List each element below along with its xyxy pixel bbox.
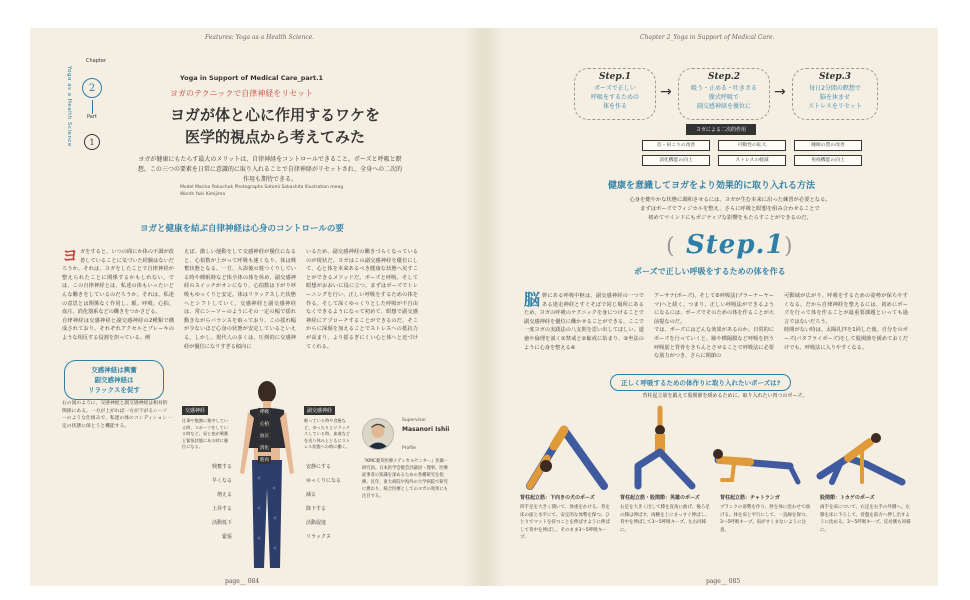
pose-description: 両手を床について、右足を右手の外側へ。左膝を床に下ろして、骨盤を前方へ押し出すように沈める。3〜5呼吸キープ。反対側も同様に。	[820, 505, 911, 533]
body-column-1	[62, 248, 174, 343]
arrow-right-icon: →	[774, 84, 786, 100]
step1-column-3: 可動域が広がり、呼吸をするための姿勢が保ちやすくなる。だから自律神経を整えるには、初めにポーズを行って体を作ることが最重要課題といっても過言ではないだろう。 時間がない時は、太陽礼拝を1回した後、自分をのポーズ(バタフライポーズ)をして股関節を緩めておくだけでも、呼吸法に入りやすくなる。	[784, 293, 908, 351]
folio-left: page__ 084	[225, 578, 260, 585]
chaturanga-illustration	[710, 430, 806, 490]
step1-column-2: アーサナ(ポーズ)、そして⑤呼吸法(プラーナーヤーマ)へと続く。つまり、正しい呼吸法ができるようになるには、ポーズでそのための体を作ることが大前提なのだ。 では、ポーズにはどんな効果があるのか。日常的にポーズを行っていくと、肺や横隔膜など呼吸を担う呼吸筋と背骨をきちんとさせることで呼吸法に必要な筋力がつき、さらに関節の	[654, 293, 774, 360]
effect-item: 睡眠の質の改善	[794, 140, 862, 151]
step-card-1	[574, 68, 656, 120]
step-name: Step.1	[598, 72, 632, 82]
section-heading: ヨガと健康を結ぶ自律神経は心身のコントロールの要	[140, 224, 344, 234]
vertical-label: Yoga as a Health Science	[66, 66, 72, 147]
sympathetic-tag: 交感神経	[182, 406, 208, 415]
supervisor-tag: Supervisor	[402, 418, 427, 423]
lizard-pose-illustration	[810, 420, 910, 490]
article-subtitle: ヨガのテクニックで自律神経をリセット	[170, 89, 314, 98]
sympathetic-effect-item: 増える	[216, 492, 232, 498]
step1-subtitle: ポーズで正しい呼吸をするための体を作る	[634, 267, 786, 276]
sympathetic-effect-item: 早くなる	[211, 478, 232, 484]
supervisor-name: Masanori Ishii	[402, 426, 450, 433]
step-description: 毎日2分間の瞑想で 脳を休ませ ストレスをリセット	[808, 85, 862, 110]
sympathetic-effect-item: 活動低下	[211, 520, 232, 526]
secondary-effects-heading: ヨガによる二次的作用	[686, 124, 756, 135]
step-card-3	[792, 68, 878, 120]
sympathetic-description: 仕事や勉強に集中している時、スポーツをしている時など、昼と夜が興奮と緊張状態にある時に優位になる。	[182, 418, 229, 449]
parasympathetic-effect-item: リラックス	[306, 534, 331, 540]
step-name: Step.2	[707, 72, 741, 82]
gutter	[464, 28, 504, 586]
step-name: Step.3	[818, 72, 852, 82]
parasympathetic-effect-item: 安静にする	[306, 464, 332, 470]
method-intro: 心身を健やかな状態に調和させるには、ヨガが生む本来に沿った練習が必要となる。 まずはポーズでフィジカルを整え、さらに呼吸と瞑想を組み合わせることで 初めてマインドにもポジティブな影響をもたらすことができるのだ。	[629, 197, 831, 221]
effect-item: 免疫機能の向上	[794, 155, 862, 166]
info-bubble: 交感神経は興奮 副交感神経は リラックスを促す	[64, 360, 164, 400]
parasympathetic-effect-item: 減る	[306, 492, 317, 498]
pose-label: 背柱起立筋：チャトランガ	[720, 495, 780, 501]
parasympathetic-effects	[306, 460, 356, 544]
body-label-digestion: 消化	[260, 446, 269, 451]
paren-close: )	[784, 234, 793, 259]
body-column-2: えば、激しい運動をして交感神経が優位になると、心拍数が上がって呼吸も速くなり、体は興奮状態となる。一方、入浴後の寝つくりしている時や睡眠時など体全体の体を休め、副交感神経のスイッチがオンになり、心拍数は下がり呼吸もゆっくりと安定。体はリラックスした状態へとシフトしていく。交感神経と副交感神経は、常にシーソーのようにその一定の幅で揺れ動きながらバランスを取っており、この揺れ幅が少ないほど心身の状態が安定しているといえる。しかし、現代人の多くは、圧倒的に交感神経が優位になりすぎる傾向に	[184, 249, 296, 350]
parasympathetic-description: 眠っている時や食後など、ゆったりとリラックスしている時。血液などを送り休みとともにストレス状態への時に働く。	[304, 418, 351, 449]
parasympathetic-effect-item: 降下する	[306, 506, 327, 512]
body-label-blood-pressure: 血圧	[260, 434, 269, 439]
parasympathetic-effect-item: 活動促進	[306, 520, 327, 526]
body-text-1: ガをすると、いつの間にか体の不調が改善していることに気づいた経験はないだろうか。それは、ヨガをしたことで自律神経が整えられたことに関係するかもしれない。では、この自律神経とは、私達の体もいったいどんな働きをしているのだろうか。それは、私達の意思とは関係なく作用し、脈、呼吸、心拍、血圧、消化器系などの働きをつかさどる。 自律神経は交感神経と副交感神経の2種類で構成されており、それぞれアクセルとブレーキのような相反する役割を担っている。例	[62, 249, 174, 341]
step1-column-1	[524, 292, 644, 352]
step-card-2	[678, 68, 770, 120]
pose-description: 四手足を大きく開いて、体重をかける。背を床の面と水平にて、安定的な体勢を保つ。ひとりでマットを持つことを伸ばすように伸ばして背中を伸ばし、そのまま3〜5呼吸キープ。	[520, 505, 610, 540]
part-number: 1	[84, 134, 100, 150]
bubble-explanation: 右の図のように、交感神経と副交感神経は相対的関係にある。一方が上がれば一方が下がるシーソーのような仕組みで、私達の体のコンディション一定の状態に保とうと機能する。	[62, 401, 172, 429]
body-column-3: いるため、副交感神経の働きづらくなっているのが現状だ。ヨガはこの副交感神経を優位にして、心と体を本来あるべき健康な状態へ戻すことができるメソッドだ。ポーズと呼吸、そして瞑想がおおいに役に立つ。まずはポーズでトレーニングを行い、正しい呼吸をするための体を作る。そして深くゆっくりとした呼吸が不自由なくできるようになって初めて、瞑想で副交感神経にアプローチすることができるのだ。そこからに深堀を加えることでストレスへの抵抗力が高まり、より揺るぎにくい心と体へと近づけてくれる。	[306, 249, 418, 350]
method-heading: 健康を意識してヨガをより効果的に取り入れる方法	[608, 181, 816, 191]
chapter-tag: Chapter	[86, 58, 106, 64]
running-head-left: Features: Yoga as a Health Science.	[205, 34, 315, 41]
credits: Model Marina Pokuchuk Photographs Satomi Sakashita Illustration meeg Words Yuki Kimijima	[180, 185, 344, 197]
effect-item: 可動性の拡大	[718, 140, 786, 151]
sympathetic-effect-item: 緊張	[221, 534, 232, 540]
article-en-title: Yoga in Support of Medical Care_part.1	[180, 74, 324, 82]
step-description: ポーズで正しい 呼吸をするための 体を作る	[590, 85, 639, 110]
sympathetic-effect-item: 上昇する	[211, 506, 232, 512]
article-lead: ヨガが健康にもたらす最大のメリットは、自律神経をコントロールできること。ポーズと呼吸と瞑想。この三つの要素を日常に意識的に取り入れることで自律神経がリセットされ、全身への二次的作用も期待できる。	[137, 156, 403, 183]
body-label-breathing: 呼吸	[260, 410, 269, 415]
article-title-line2: 医学的視点から考えてみた	[184, 128, 365, 146]
body-label-muscle: 筋肉	[260, 458, 269, 463]
step-description: 吸う・止める・吐きさる 腹式呼吸で 副交感神経を優位に	[690, 85, 757, 110]
pose-label: 背柱起立筋：下向きの犬のポーズ	[520, 495, 595, 501]
body-text-1: 幹にある呼吸中枢は、副交感神経の一つである迷走神経とすぐそばで同じ場所にあるため、ヨガの呼吸のテクニックを身につけることで副交感神経を優位に働かせることができる。ここで一度ヨガの実践法の八支則を思い出してほしい。道徳や倫理を説く①禁戒と②勧戒に始まり、③坐法のように心身を整える④	[524, 293, 644, 351]
pose-description: 右足を大きく出して膝を直角に曲げ、後ろ足の膝は伸ばす。両腕を上にまっすぐ伸ばし、背中を伸ばして3〜5呼吸キープ。左右同様に。	[620, 505, 710, 533]
part-tag: Part	[87, 114, 97, 120]
chapter-divider	[92, 100, 93, 114]
pose-label: 股関節：トカゲのポーズ	[820, 495, 875, 501]
sympathetic-effects	[192, 460, 232, 544]
running-head-right: Chapter 2_Yoga in Support of Medical Care.	[640, 34, 775, 41]
dropcap: 脳	[524, 290, 541, 309]
body-label-heartbeat: 心拍	[260, 422, 269, 427]
arrow-right-icon: →	[660, 84, 672, 100]
folio-right: page__ 085	[706, 578, 741, 585]
effect-item: 消化機能の向上	[642, 155, 710, 166]
chapter-number: 2	[82, 78, 102, 98]
parasympathetic-effect-item: ゆっくりになる	[306, 478, 341, 484]
dropcap: ヨ	[62, 246, 79, 265]
supervisor-profile-tag: Profile	[402, 446, 416, 451]
poses-note: 背柱起立筋を鍛えて股関節を緩めるために、取り入れたい四つのポーズ。	[642, 393, 808, 399]
effect-item: 首・肩こりの改善	[642, 140, 710, 151]
warrior-pose-illustration	[620, 404, 706, 490]
poses-question: 正しく呼吸するための体作りに取り入れたいポーズは?	[610, 374, 791, 391]
sympathetic-effect-item: 興奮する	[211, 464, 232, 470]
paren-open: (	[666, 234, 675, 259]
effect-item: ストレスの軽減	[718, 155, 786, 166]
pose-label: 背柱起立筋・股関節：英雄のポーズ	[620, 495, 700, 501]
step1-title: Step.1	[686, 230, 785, 260]
pose-description: プランクの姿勢を作り、肘を体に沿わせて曲げる。体を床と平行にして、一直線を保つ。3〜5呼吸キープ。肩がすくまないように注意。	[720, 505, 810, 533]
article-title-line1: ヨガが体と心に作用するワケを	[169, 106, 380, 124]
supervisor-photo	[362, 418, 394, 450]
parasympathetic-tag: 副交感神経	[304, 406, 335, 415]
supervisor-profile: 『KMC薬草医療メディカルセンター』医師・研究員。日本医学会総会評議員・理事。医療従事者の知識を深めるための各種研究を指揮。長年、東大病院や海外の大学病院で研究に携わり、統合医療としてのヨガの効果にも注目する。	[362, 459, 449, 499]
downward-dog-illustration	[520, 410, 616, 490]
